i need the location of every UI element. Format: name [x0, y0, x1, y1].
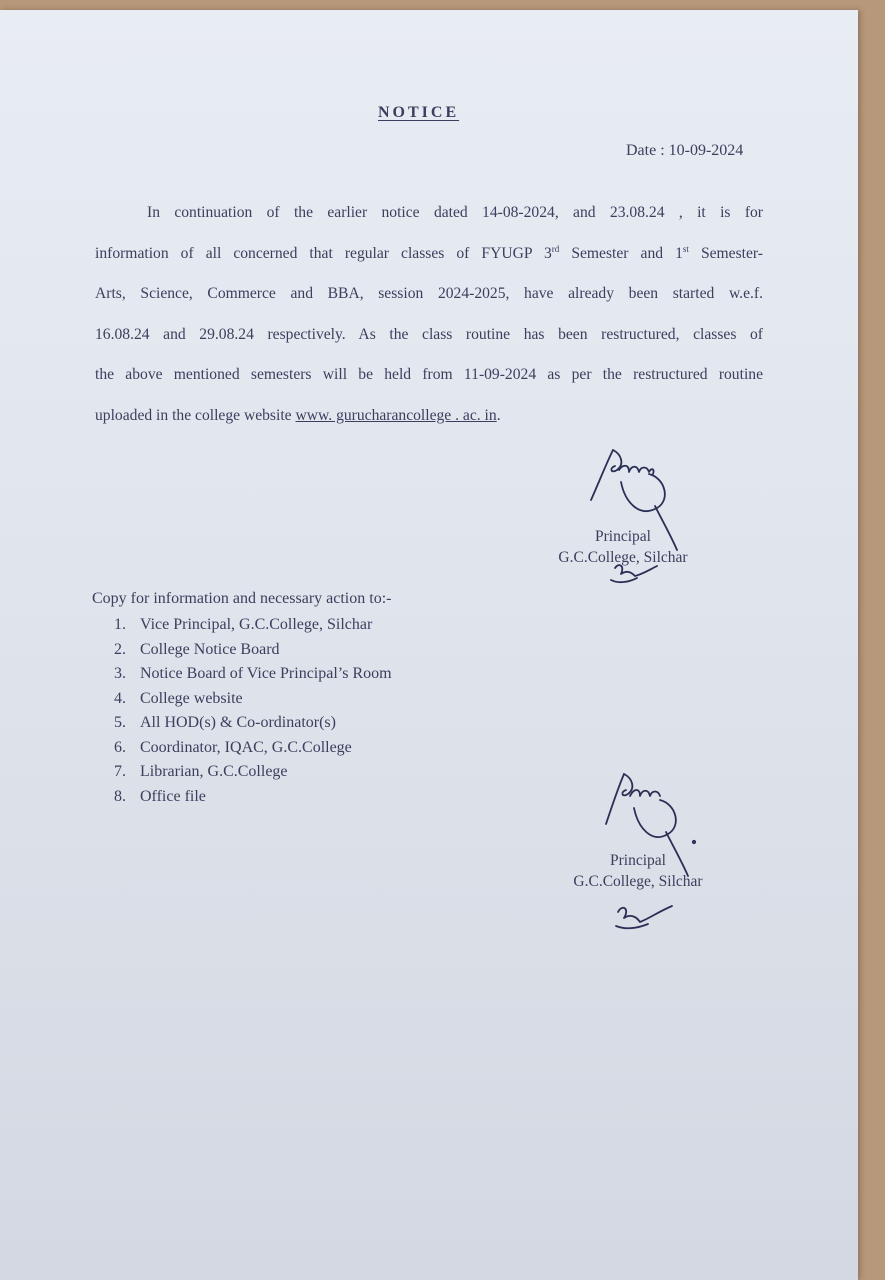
- signature-top-icon: [585, 442, 695, 592]
- list-item-text: Coordinator, IQAC, G.C.College: [140, 738, 352, 756]
- copy-to-list: [114, 613, 392, 809]
- list-item-number: 6.: [114, 738, 126, 756]
- body-line-5: the above mentioned semesters will be held from 11-09-2024 as per the restructured routine: [95, 366, 763, 383]
- list-item-text: Librarian, G.C.College: [140, 763, 288, 780]
- list-item-number: 7.: [114, 763, 126, 780]
- superscript-rd: rd: [551, 243, 560, 254]
- notice-document: [0, 10, 858, 1280]
- signature-top-designation: Principal: [595, 528, 651, 545]
- list-item-text: College Notice Board: [140, 640, 280, 658]
- college-website-link[interactable]: www. gurucharancollege . ac. in: [295, 406, 497, 424]
- list-item-number: 5.: [114, 714, 126, 731]
- body-line-6: [95, 396, 763, 437]
- body-line-2-part-a: information of all concerned that regular classes of FYUGP 3: [95, 244, 552, 262]
- body-line-6-part-a: uploaded in the college website: [95, 406, 296, 424]
- list-item-number: 2.: [114, 640, 126, 658]
- body-line-1: In continuation of the earlier notice dated 14-08-2024, and 23.08.24 , it is for: [147, 204, 763, 221]
- signature-bottom: [552, 850, 724, 892]
- list-item-text: All HOD(s) & Co-ordinator(s): [140, 714, 336, 731]
- copy-to-heading: Copy for information and necessary action to:-: [92, 590, 392, 607]
- signature-bottom-designation: Principal: [610, 852, 666, 869]
- list-item-number: 8.: [114, 787, 126, 805]
- signature-top-institution: G.C.College, Silchar: [558, 549, 688, 566]
- list-item: [114, 638, 392, 663]
- body-line-3: Arts, Science, Commerce and BBA, session 2024-2025, have already been started w.e.f.: [95, 285, 763, 302]
- body-line-6-period: .: [496, 406, 501, 424]
- list-item: [114, 736, 392, 761]
- list-item: [114, 613, 392, 638]
- body-line-2: [95, 234, 763, 275]
- list-item-text: Office file: [140, 787, 206, 805]
- list-item-number: 4.: [114, 689, 126, 707]
- signature-bottom-institution: G.C.College, Silchar: [573, 873, 703, 890]
- list-item-text: College website: [140, 689, 243, 707]
- body-line-2-part-c: Semester-: [688, 244, 763, 262]
- body-line-4: 16.08.24 and 29.08.24 respectively. As the class routine has been restructured, classes of: [95, 325, 763, 343]
- list-item: [114, 711, 392, 736]
- notice-body: [95, 193, 763, 436]
- list-item: [114, 760, 392, 785]
- body-line-2-part-b: Semester and 1: [559, 244, 683, 262]
- list-item-number: 1.: [114, 616, 126, 633]
- list-item: [114, 687, 392, 712]
- list-item-text: Vice Principal, G.C.College, Silchar: [140, 616, 373, 633]
- notice-date: Date : 10-09-2024: [626, 142, 744, 159]
- list-item: [114, 785, 392, 810]
- list-item-text: Notice Board of Vice Principal’s Room: [140, 665, 392, 682]
- list-item-number: 3.: [114, 665, 126, 682]
- superscript-st: st: [682, 243, 689, 254]
- signature-top: [540, 526, 706, 568]
- list-item: [114, 662, 392, 687]
- notice-title: NOTICE: [378, 104, 460, 121]
